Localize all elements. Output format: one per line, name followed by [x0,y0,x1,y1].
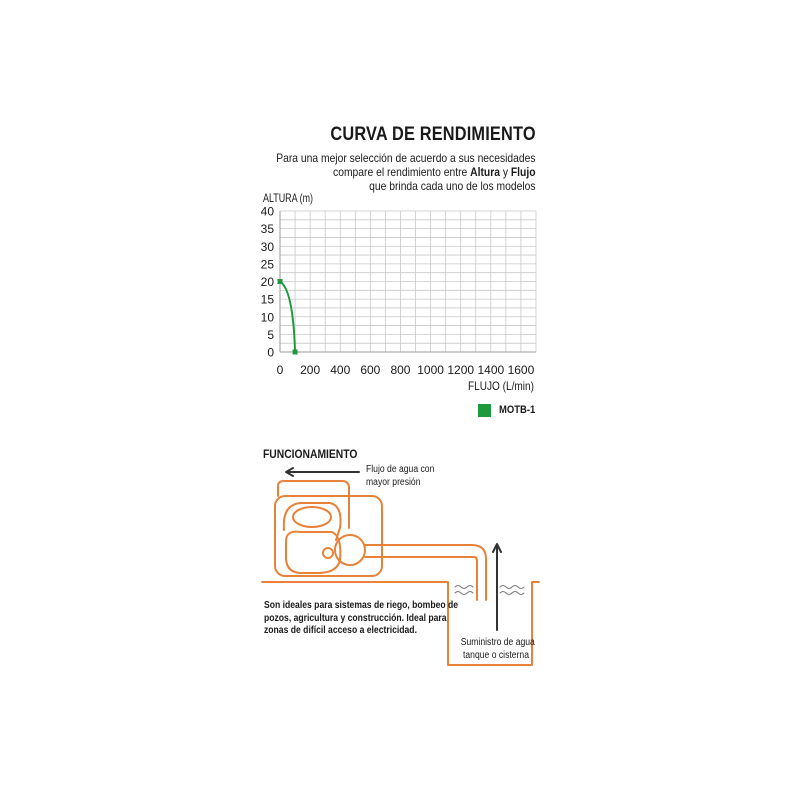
x-tick-label: 1000 [417,363,444,377]
subtitle-text-a: compare el rendimiento entre [333,165,471,179]
description-text [264,600,458,638]
x-tick-label: 0 [276,363,284,377]
y-tick-label: 40 [260,204,274,219]
subtitle-flujo: Flujo [511,165,536,179]
subtitle-text-b: y [500,165,512,179]
flow-label [366,463,434,489]
supply-label [460,636,535,662]
description-line-3: zonas de difícil acceso a electricidad. [264,625,417,636]
subtitle-line-3: que brinda cada uno de los modelos [369,179,536,193]
outlet-pipe [278,481,349,528]
y-axis-label: ALTURA (m) [263,191,313,205]
y-tick-label: 5 [267,327,274,342]
description-line-1: Son ideales para sistemas de riego, bombeo de [264,600,459,611]
x-tick-label: 1200 [447,363,475,377]
x-tick-label: 1600 [507,363,535,377]
x-tick-label: 1400 [477,363,505,377]
y-tick-label: 20 [260,275,274,289]
flow-label-line-1: Flujo de agua con [366,464,435,475]
x-tick-label: 400 [330,363,351,377]
y-tick-label: 30 [260,239,274,254]
water-waves [455,586,524,595]
description-line-2: pozos, agricultura y construcción. Ideal para [264,612,447,624]
section-title: FUNCIONAMIENTO [263,447,358,461]
x-axis-label: FLUJO (L/min) [468,379,534,393]
subtitle-altura: Altura [470,165,501,179]
y-tick-label: 35 [260,222,274,237]
legend-label-motb1: MOTB-1 [499,404,536,416]
x-tick-label: 200 [300,363,321,377]
flow-label-line-2: mayor presión [366,477,421,488]
subtitle-line-1: Para una mejor selección de acuerdo a sus necesidades [276,151,536,165]
page-title: CURVA DE RENDIMIENTO [330,124,536,145]
y-tick-label: 25 [260,257,274,272]
engine-outline [284,503,341,540]
pump-hub [323,548,333,558]
pump-frame [275,496,382,576]
supply-label-line-1: Suministro de agua [460,637,535,648]
supply-label-line-2: tanque o cisterna [463,650,529,661]
y-tick-label: 10 [260,310,274,325]
x-tick-label: 600 [360,363,381,377]
y-tick-label: 15 [260,292,274,307]
engine-tank [293,507,331,527]
x-tick-label: 800 [390,363,411,377]
y-tick-label: 0 [267,345,274,360]
